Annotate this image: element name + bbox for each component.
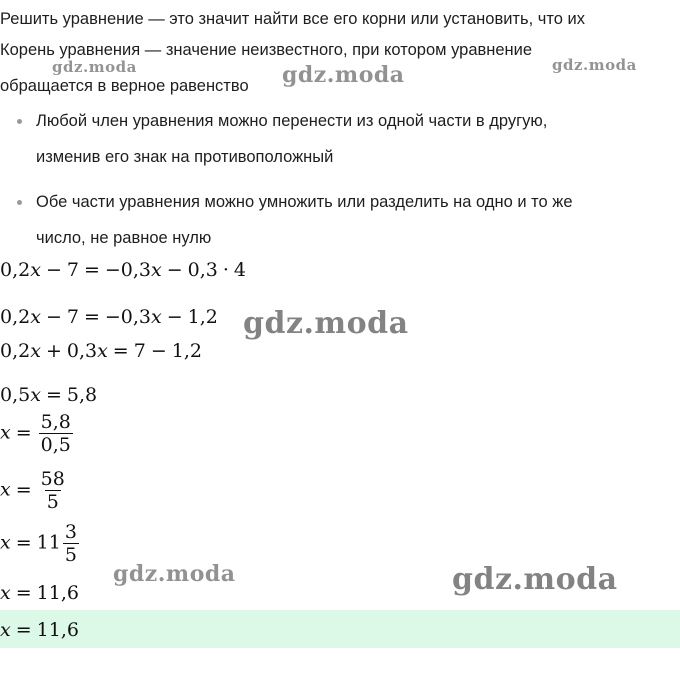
step-8: x = 11,6 bbox=[0, 582, 79, 604]
rule-2-line-1: Обе части уравнения можно умножить или разделить на одно и то же bbox=[36, 193, 573, 211]
bullet-dot bbox=[17, 200, 22, 205]
watermark-bottom-left: gdz.moda bbox=[113, 561, 236, 587]
intro-line-1: Решить уравнение — это значит найти все его корни или установить, что их bbox=[0, 10, 585, 28]
answer-highlight bbox=[0, 610, 680, 648]
step-6: x = $\frac{58}{5}$ bbox=[0, 468, 65, 513]
step-5: x = $\frac{5,8}{0,5}$ bbox=[0, 411, 71, 456]
step-3: 0,2x + 0,3x = 7 − 1,2 bbox=[0, 340, 202, 362]
rule-1-line-1: Любой член уравнения можно перенести из одной части в другую, bbox=[36, 112, 548, 130]
watermark-top-center: gdz.moda bbox=[282, 62, 405, 88]
rule-2-line-2: число, не равное нулю bbox=[36, 229, 212, 247]
rule-1-line-2: изменив его знак на противоположный bbox=[36, 148, 334, 166]
intro-line-3: обращается в верное равенство bbox=[0, 77, 249, 95]
step-2: 0,2x − 7 = −0,3x − 1,2 bbox=[0, 306, 218, 328]
step-1: 0,2x − 7 = −0,3x − 0,3 · 4 bbox=[0, 259, 247, 281]
watermark-top-right: gdz.moda bbox=[552, 56, 637, 74]
fraction: $\frac{58}{5}$ bbox=[40, 468, 65, 513]
intro-line-2: Корень уравнения — значение неизвестного, при котором уравнение bbox=[0, 41, 533, 59]
fraction: $\frac{5,8}{0,5}$ bbox=[40, 411, 71, 456]
step-7: x = 11 $\frac{3}{5}$ bbox=[0, 521, 77, 566]
watermark-bottom-right: gdz.moda bbox=[452, 562, 618, 597]
watermark-middle: gdz.moda bbox=[243, 306, 409, 341]
step-4: 0,5x = 5,8 bbox=[0, 384, 98, 406]
fraction: $\frac{3}{5}$ bbox=[64, 521, 77, 566]
watermark-top-left: gdz.moda bbox=[52, 58, 137, 76]
final-answer: x = 11,6 bbox=[0, 619, 79, 641]
bullet-dot bbox=[17, 119, 22, 124]
